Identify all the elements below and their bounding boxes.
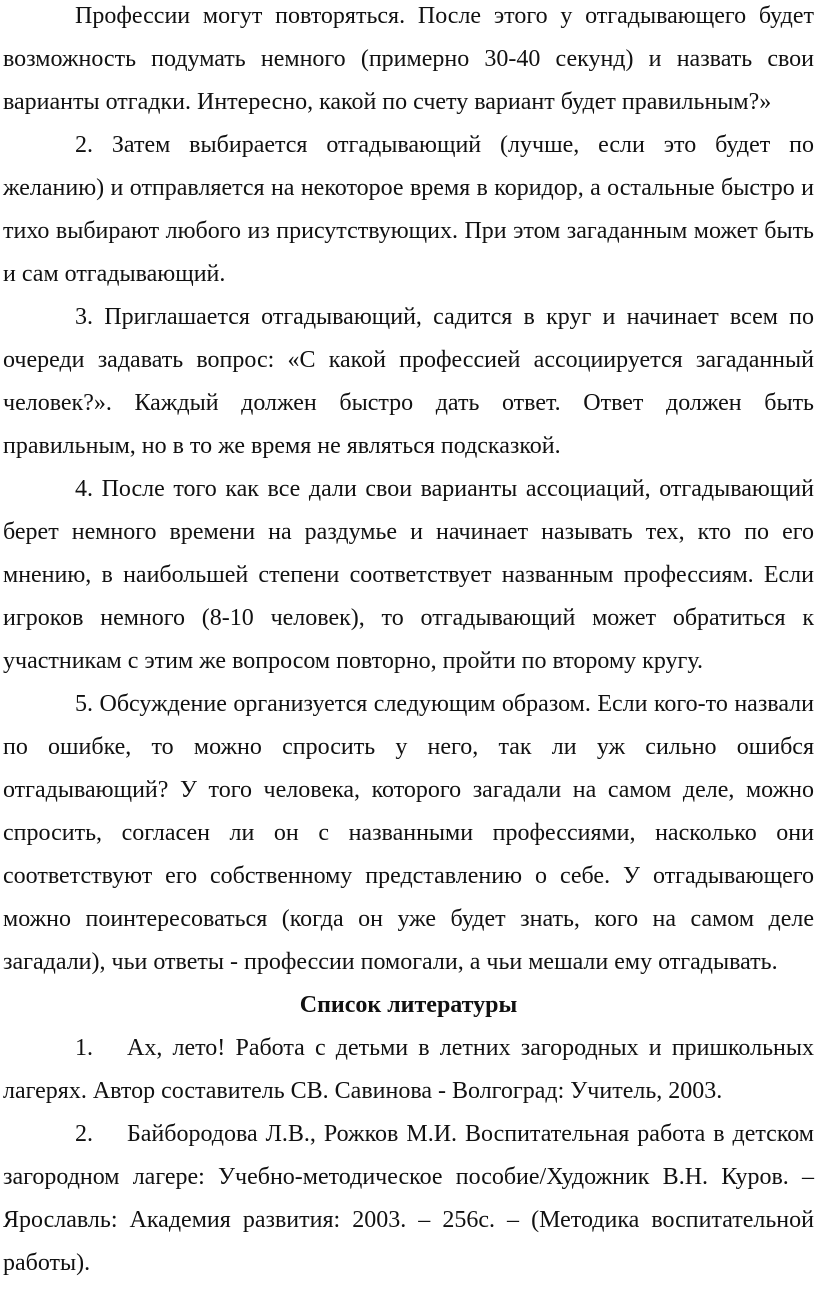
paragraph-intro-continuation: Профессии могут повторяться. После этого у отгадывающего будет возможность подумать немного (примерно 30-40 секунд) и назвать свои варианты отгадки. Интересно, какой по счету вариант будет правильным?» [3,3,814,115]
paragraph-step-2: 2. Затем выбирается отгадывающий (лучше, если это будет по желанию) и отправляется на некоторое время в коридор, а остальные быстро и тихо выбирают любого из присутствующих. При этом загаданным может быть и сам отгадывающий. [3,132,814,287]
bibliography-item [3,1027,814,1113]
paragraph-step-4: 4. После того как все дали свои варианты ассоциаций, отгадывающий берет немного времени на раздумье и начинает называть тех, кто по его мнению, в наибольшей степени соответствует названным профессиям. Если игроков немного (8-10 человек), то отгадывающий может обратиться к участникам с этим же вопросом повторно, пройти по второму кругу. [3,476,814,674]
paragraph-step-3: 3. Приглашается отгадывающий, садится в круг и начинает всем по очереди задавать вопрос: «С какой профессией ассоциируется загаданный человек?». Каждый должен быстро дать ответ. Ответ должен быть правильным, но в то же время не являться подсказкой. [3,304,814,459]
bibliography-item-number: 2. [75,1121,93,1147]
bibliography-item-text: Байбородова Л.В., Рожков М.И. Воспитательная работа в детском загородном лагере: Учебно-методическое пособие/Художник В.Н. Куров. – Ярославль: Академия развития: 2003. – 256с. – (Методика воспитательной работы). [3,1121,814,1276]
paragraph-step-5: 5. Обсуждение организуется следующим образом. Если кого-то назвали по ошибке, то можно спросить у него, так ли уж сильно ошибся отгадывающий? У того человека, которого загадали на самом деле, можно спросить, согласен ли он с названными профессиями, насколько они соответствуют его собственному представлению о себе. У отгадывающего можно поинтересоваться (когда он уже будет знать, кого на самом деле загадали), чьи ответы - профессии помогали, а чьи мешали ему отгадывать. [3,691,814,975]
bibliography-heading: Список литературы [299,992,518,1018]
bibliography-item [3,1113,814,1285]
bibliography-item-number: 1. [75,1035,93,1061]
bibliography-item-text: Ах, лето! Работа с детьми в летних загородных и пришкольных лагерях. Автор составитель СВ. Савинова - Волгоград: Учитель, 2003. [3,1035,814,1104]
